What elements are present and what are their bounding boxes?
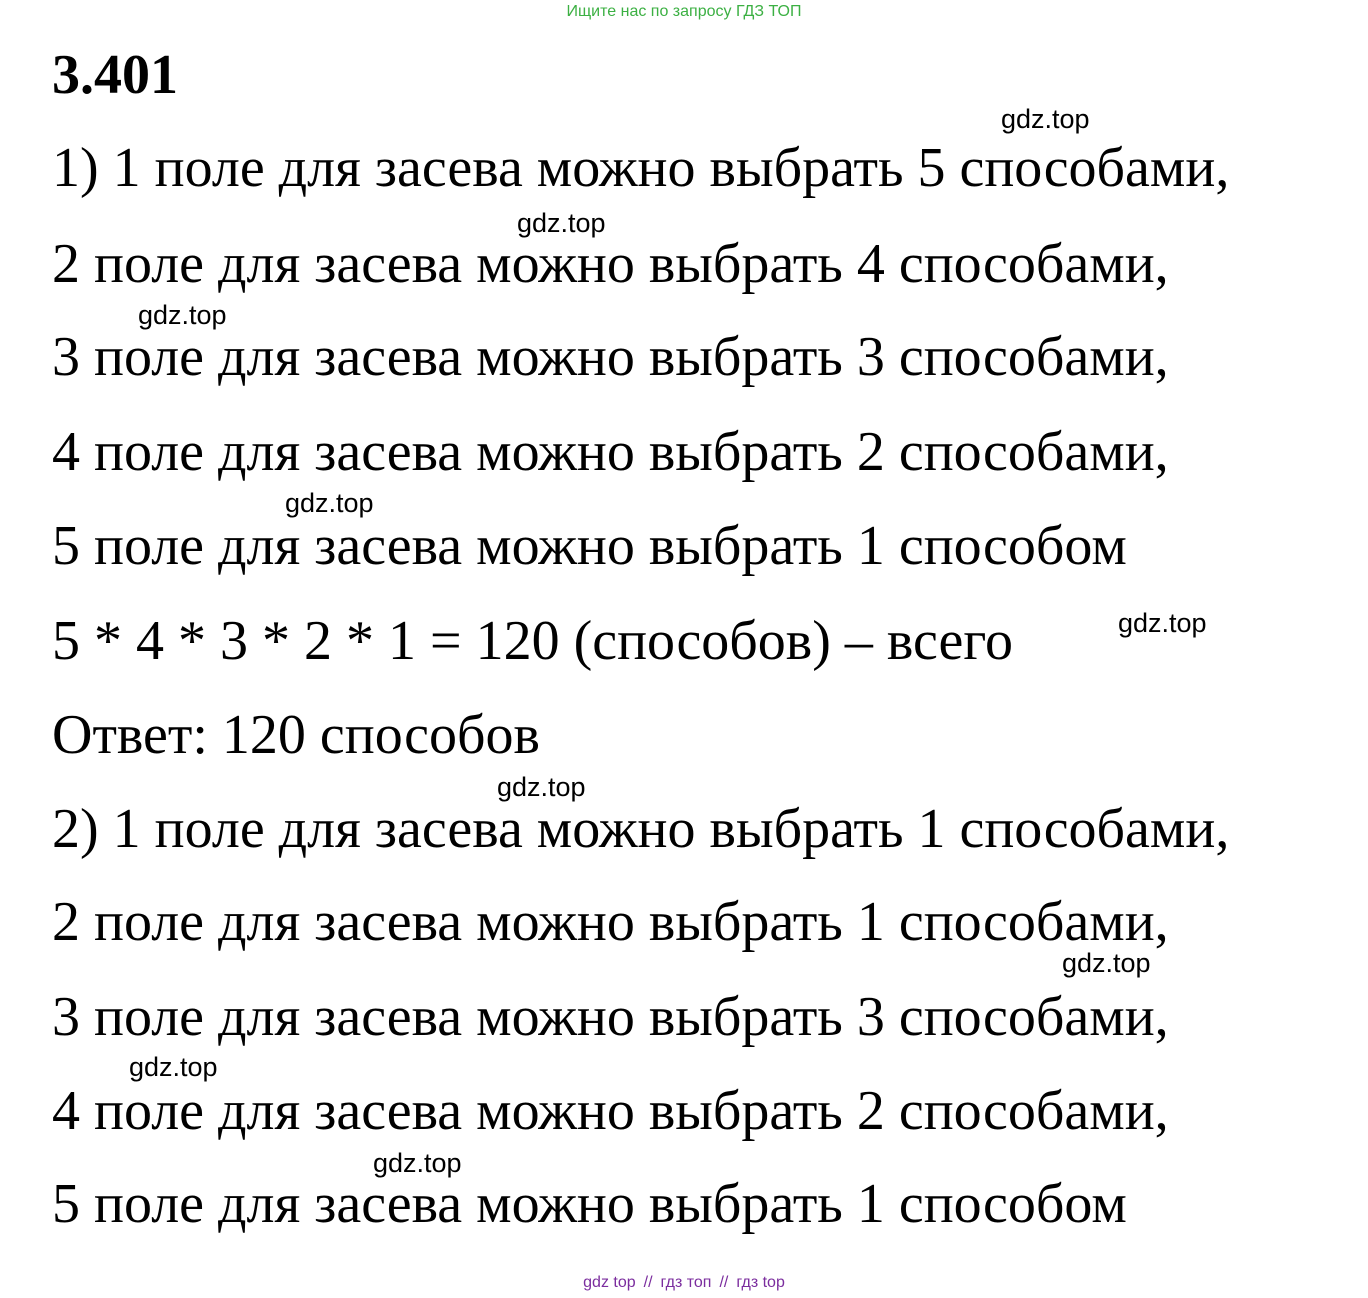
solution-line-1: 1) 1 поле для засева можно выбрать 5 способами, <box>52 137 1230 199</box>
solution-line-9: 4 поле для засева можно выбрать 2 способами, <box>52 1080 1169 1142</box>
solution-line-6: 2) 1 поле для засева можно выбрать 1 способами, <box>52 798 1230 860</box>
solution-line-5: 5 поле для засева можно выбрать 1 способом <box>52 515 1127 577</box>
solution-line-2: 2 поле для засева можно выбрать 4 способами, <box>52 233 1169 295</box>
watermark: gdz.top <box>129 1052 218 1082</box>
watermark: gdz.top <box>497 772 586 802</box>
watermark: gdz.top <box>517 208 606 238</box>
answer-line: Ответ: 120 способов <box>52 704 540 766</box>
footer-link-gdz-top-mixed[interactable]: гдз top <box>736 1274 785 1291</box>
solution-line-3: 3 поле для засева можно выбрать 3 способами, <box>52 326 1169 388</box>
solution-line-4: 4 поле для засева можно выбрать 2 способами, <box>52 421 1169 483</box>
watermark: gdz.top <box>138 300 227 330</box>
calculation-line: 5 * 4 * 3 * 2 * 1 = 120 (способов) – всего <box>52 610 1013 672</box>
watermark: gdz.top <box>1001 104 1090 134</box>
watermark: gdz.top <box>1118 608 1207 638</box>
top-banner: Ищите нас по запросу ГДЗ ТОП <box>566 3 802 20</box>
watermark: gdz.top <box>1062 948 1151 978</box>
footer-link-gdz-top-ru[interactable]: гдз топ <box>660 1274 712 1291</box>
watermark: gdz.top <box>373 1148 462 1178</box>
solution-line-10: 5 поле для засева можно выбрать 1 способом <box>52 1173 1127 1235</box>
footer-link-gdz-top[interactable]: gdz top <box>583 1274 636 1291</box>
footer-separator: // <box>643 1274 653 1291</box>
problem-number: 3.401 <box>52 44 178 106</box>
footer-separator: // <box>719 1274 729 1291</box>
solution-line-8: 3 поле для засева можно выбрать 3 способами, <box>52 986 1169 1048</box>
watermark: gdz.top <box>285 488 374 518</box>
footer-links <box>0 1272 1368 1294</box>
solution-line-7: 2 поле для засева можно выбрать 1 способами, <box>52 891 1169 953</box>
